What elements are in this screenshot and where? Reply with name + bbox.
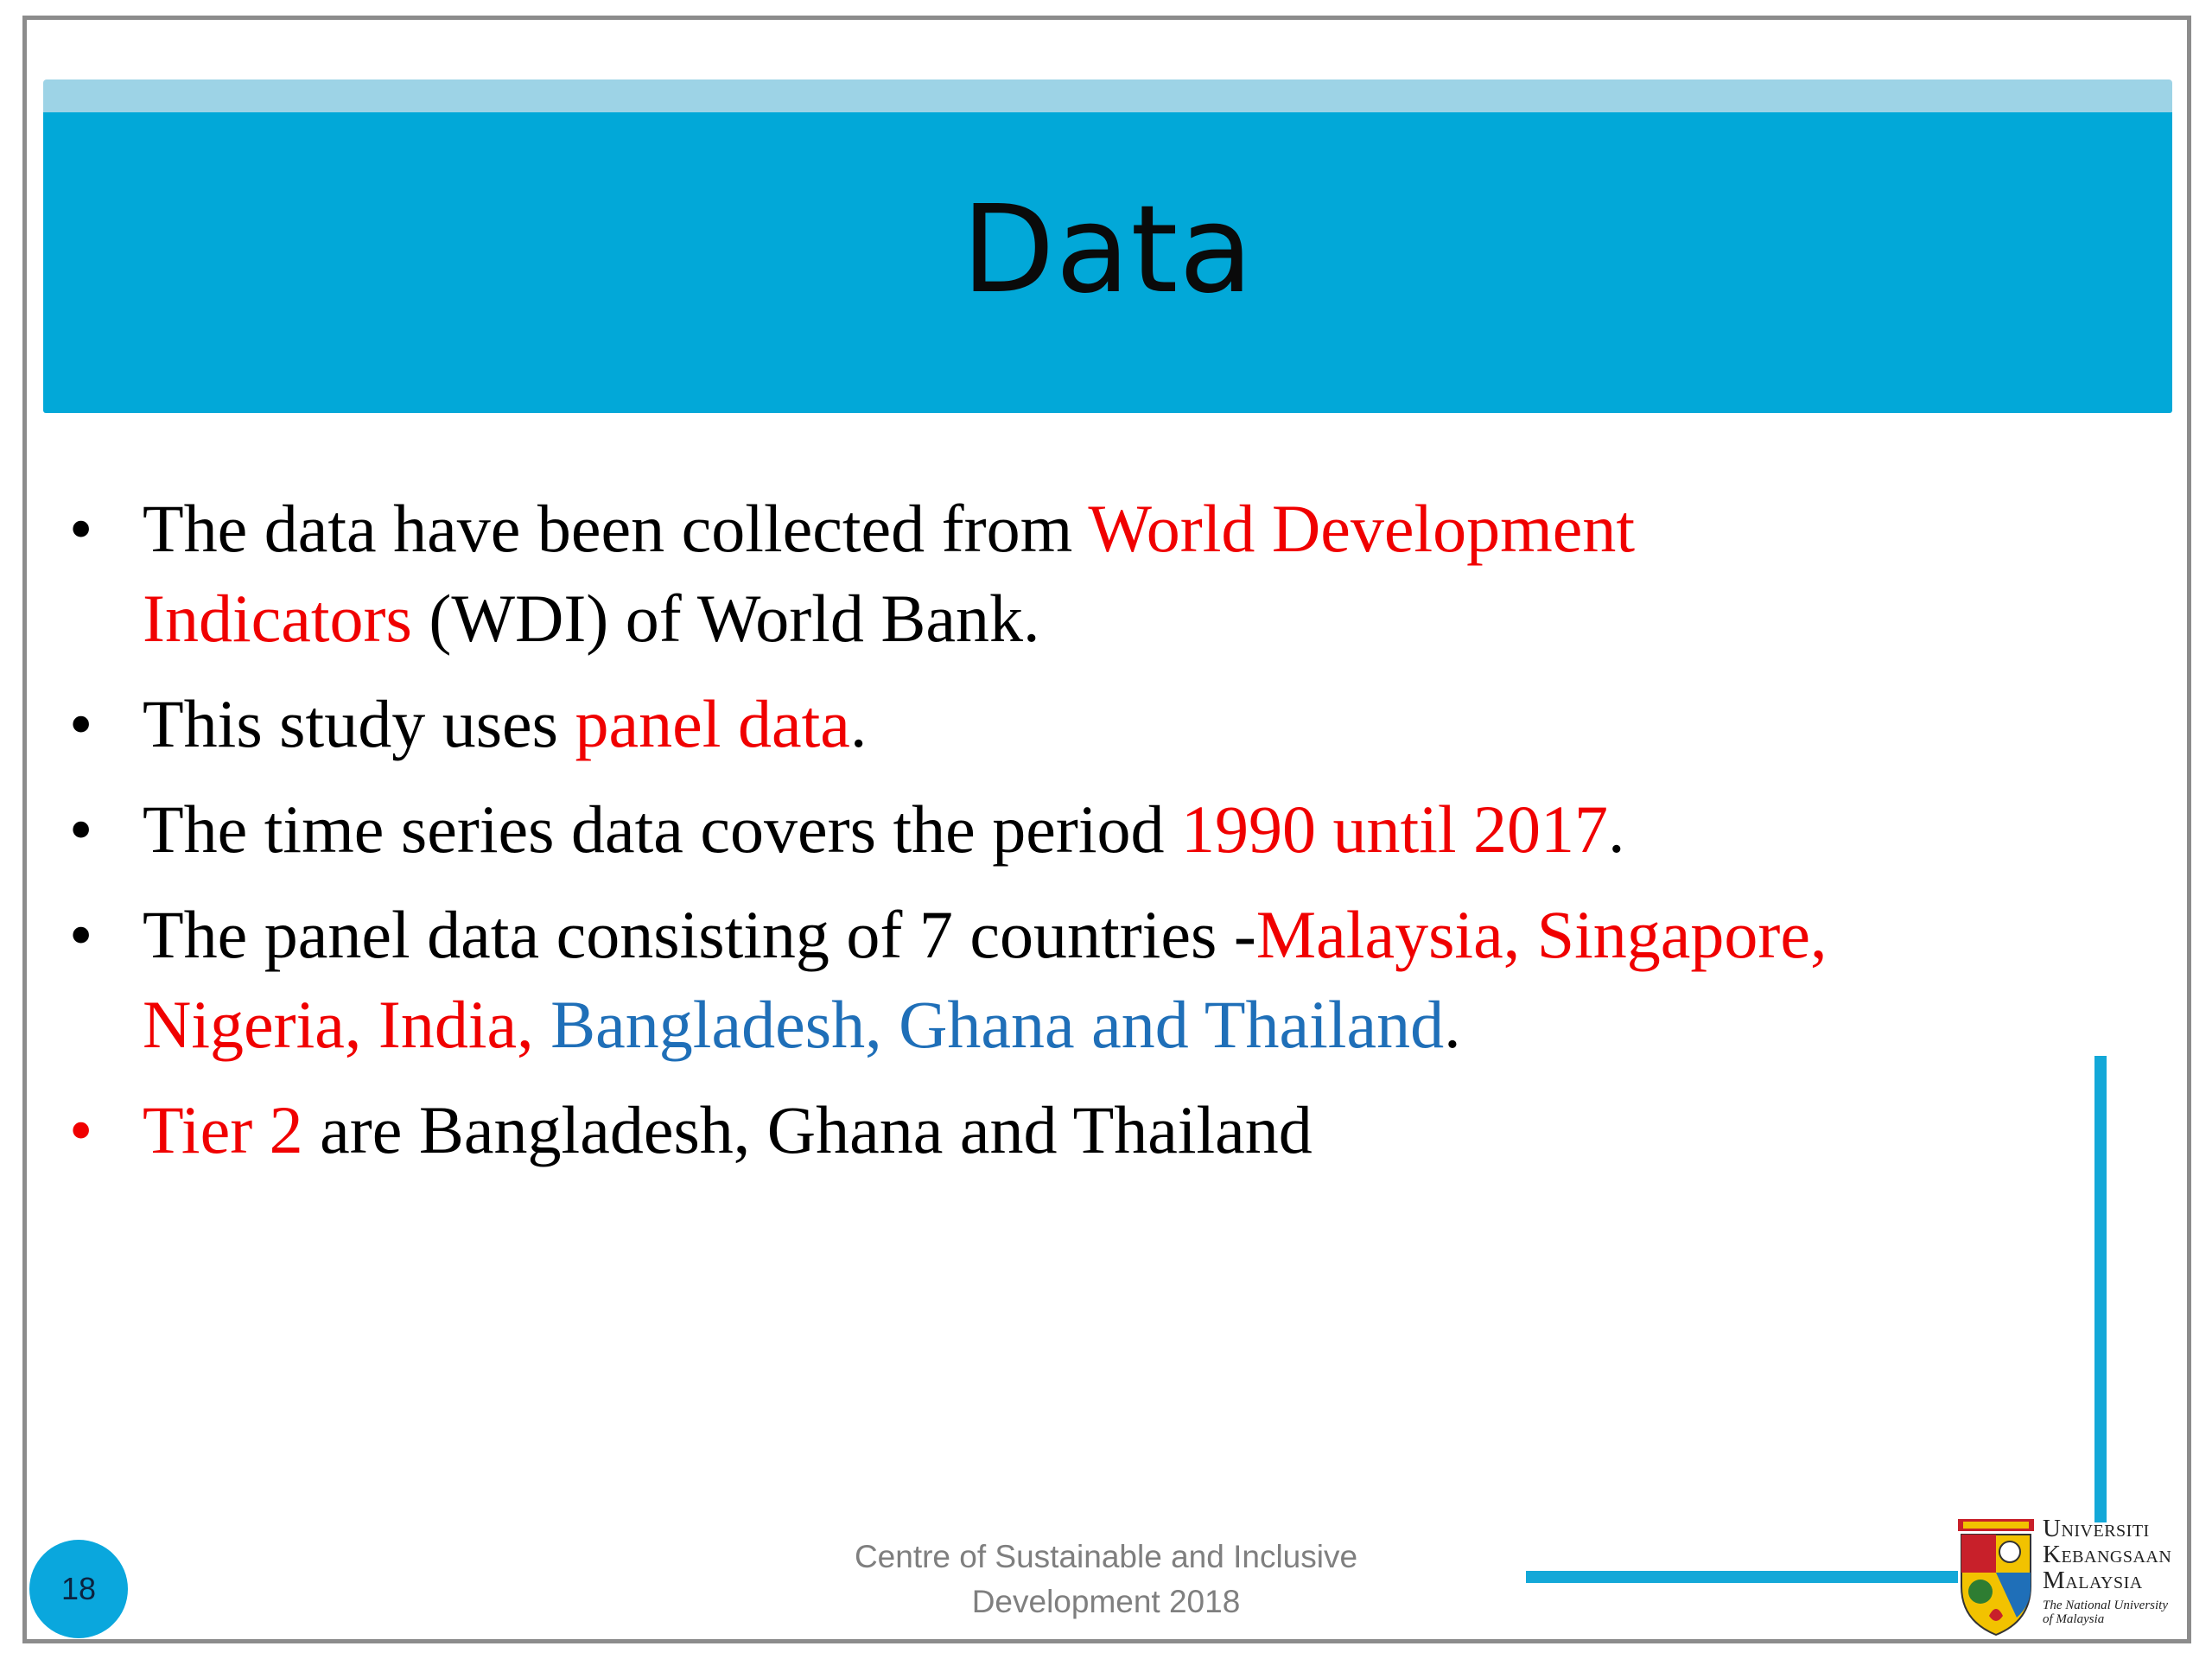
bullet-2-period: . (849, 686, 868, 761)
footer-line-1: Centre of Sustainable and Inclusive (854, 1539, 1358, 1574)
bullet-item-4 (69, 890, 2108, 1070)
bullet-4-text: The panel data consisting of 7 countries - (143, 897, 1256, 972)
bullet-5-highlight: Tier 2 (143, 1092, 303, 1167)
bullet-marker-red: • (69, 1092, 93, 1167)
bullet-4-highlight-blue: Bangladesh, Ghana and Thailand (550, 987, 1445, 1062)
bullet-4-period: . (1444, 987, 1461, 1062)
logo-wordmark (2043, 1516, 2171, 1626)
bullet-1-highlight-cont: Indicators (143, 581, 412, 656)
logo-line-3: Malaysia (2043, 1567, 2143, 1594)
university-logo (1955, 1514, 2195, 1640)
title-accent-strip (43, 79, 2172, 114)
bullet-1-text-cont: (WDI) of World Bank. (411, 581, 1040, 656)
bullet-item-2 (69, 679, 2108, 769)
accent-horizontal-line (1526, 1571, 1958, 1583)
logo-line-1: Universiti (2043, 1515, 2150, 1542)
crest-icon (1955, 1519, 2037, 1637)
bullet-1-highlight: World Development (1088, 491, 1636, 566)
bullet-3-text: The time series data covers the period (143, 791, 1182, 867)
bullet-3-period: . (1608, 791, 1625, 867)
footer-line-2: Development 2018 (971, 1584, 1241, 1619)
bullet-3-highlight: 1990 until 2017 (1181, 791, 1609, 867)
bullet-item-5 (69, 1085, 2108, 1175)
bullet-marker: • (69, 686, 93, 761)
bullet-item-3 (69, 785, 2108, 874)
bullet-2-highlight: panel data (575, 686, 850, 761)
bullet-marker: • (69, 491, 93, 566)
accent-vertical-line (2094, 1056, 2107, 1522)
slide-title: Data (961, 179, 1255, 321)
bullet-5-text: are Bangladesh, Ghana and Thailand (302, 1092, 1313, 1167)
bullet-4-highlight-red-cont: Nigeria, India, (143, 987, 551, 1062)
bullet-4-highlight-red: Malaysia, Singapore, (1255, 897, 1827, 972)
bullet-2-text: This study uses (143, 686, 575, 761)
page-number-badge (29, 1540, 128, 1638)
footer-text (795, 1535, 1417, 1624)
bullet-marker: • (69, 791, 93, 867)
bullet-item-1 (69, 484, 2108, 664)
page-number: 18 (60, 1571, 97, 1606)
bullet-marker: • (69, 897, 93, 972)
logo-tagline-1: The National University (2043, 1599, 2168, 1612)
bullet-1-text: The data have been collected from (143, 491, 1089, 566)
title-bar (43, 112, 2172, 413)
bullet-list (69, 484, 2108, 1191)
logo-line-2: Kebangsaan (2043, 1541, 2172, 1568)
logo-tagline-2: of Malaysia (2043, 1612, 2105, 1626)
